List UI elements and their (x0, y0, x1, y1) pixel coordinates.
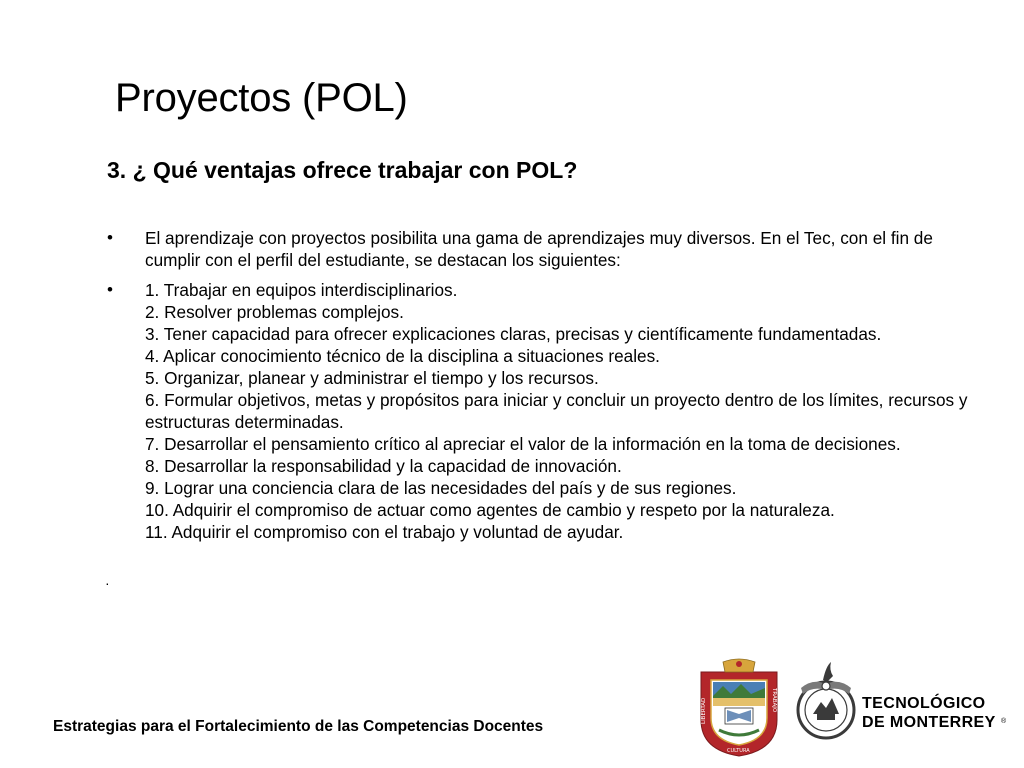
bullet-intro-text: El aprendizaje con proyectos posibilita una gama de aprendizajes muy diversos. En el Tec, con el fin de cumplir con el perfil del estudiante, se destacan los siguientes: (145, 228, 933, 270)
bullet-intro (107, 227, 987, 271)
advantage-item: 1. Trabajar en equipos interdisciplinarios. (145, 280, 458, 300)
seal-text-bottom (727, 748, 750, 754)
seal-text-right (771, 687, 777, 713)
trailing-dot: · (105, 575, 110, 591)
advantage-item: 7. Desarrollar el pensamiento crítico al apreciar el valor de la información en la toma de decisiones. (145, 434, 901, 454)
advantage-item: 10. Adquirir el compromiso de actuar como agentes de cambio y respeto por la naturaleza. (145, 500, 835, 520)
advantage-item: 2. Resolver problemas complejos. (145, 302, 404, 322)
tec-wordmark-line1: TECNOLÓGICO (862, 695, 986, 712)
svg-text:CULTURA: CULTURA (727, 748, 750, 754)
advantage-item: 4. Aplicar conocimiento técnico de la disciplina a situaciones reales. (145, 346, 660, 366)
svg-text:TRABAJO: TRABAJO (771, 688, 777, 713)
advantage-item: 3. Tener capacidad para ofrecer explicaciones claras, precisas y científicamente fundamentadas. (145, 324, 882, 344)
advantage-item: 9. Lograr una conciencia clara de las necesidades del país y de sus regiones. (145, 478, 737, 498)
tec-wordmark (862, 694, 996, 732)
registered-mark: ® (1001, 718, 1007, 725)
svg-text:LIBERTAD: LIBERTAD (701, 697, 707, 724)
slide-title: Proyectos (POL) (115, 76, 408, 120)
advantage-item: 8. Desarrollar la responsabilidad y la capacidad de innovación. (145, 456, 622, 476)
bullet-advantages (107, 279, 987, 543)
advantage-item: 5. Organizar, planear y administrar el tiempo y los recursos. (145, 368, 599, 388)
slide-subtitle: 3. ¿ Qué ventajas ofrece trabajar con POL? (107, 157, 578, 183)
state-seal-logo (693, 658, 785, 758)
bullet-marker: • (107, 228, 113, 247)
slide-footer: Estrategias para el Fortalecimiento de las Competencias Docentes (53, 718, 544, 735)
bullet-list (107, 227, 987, 551)
seal-text-left (701, 698, 707, 724)
advantage-item: 11. Adquirir el compromiso con el trabajo y voluntad de ayudar. (145, 522, 624, 542)
bullet-marker: • (107, 280, 113, 299)
tec-wordmark-line2: DE MONTERREY (862, 714, 996, 731)
advantage-item: 6. Formular objetivos, metas y propósitos para iniciar y concluir un proyecto dentro de los límites, recursos y estructuras determinadas. (145, 390, 968, 432)
tec-emblem-logo (793, 658, 859, 744)
